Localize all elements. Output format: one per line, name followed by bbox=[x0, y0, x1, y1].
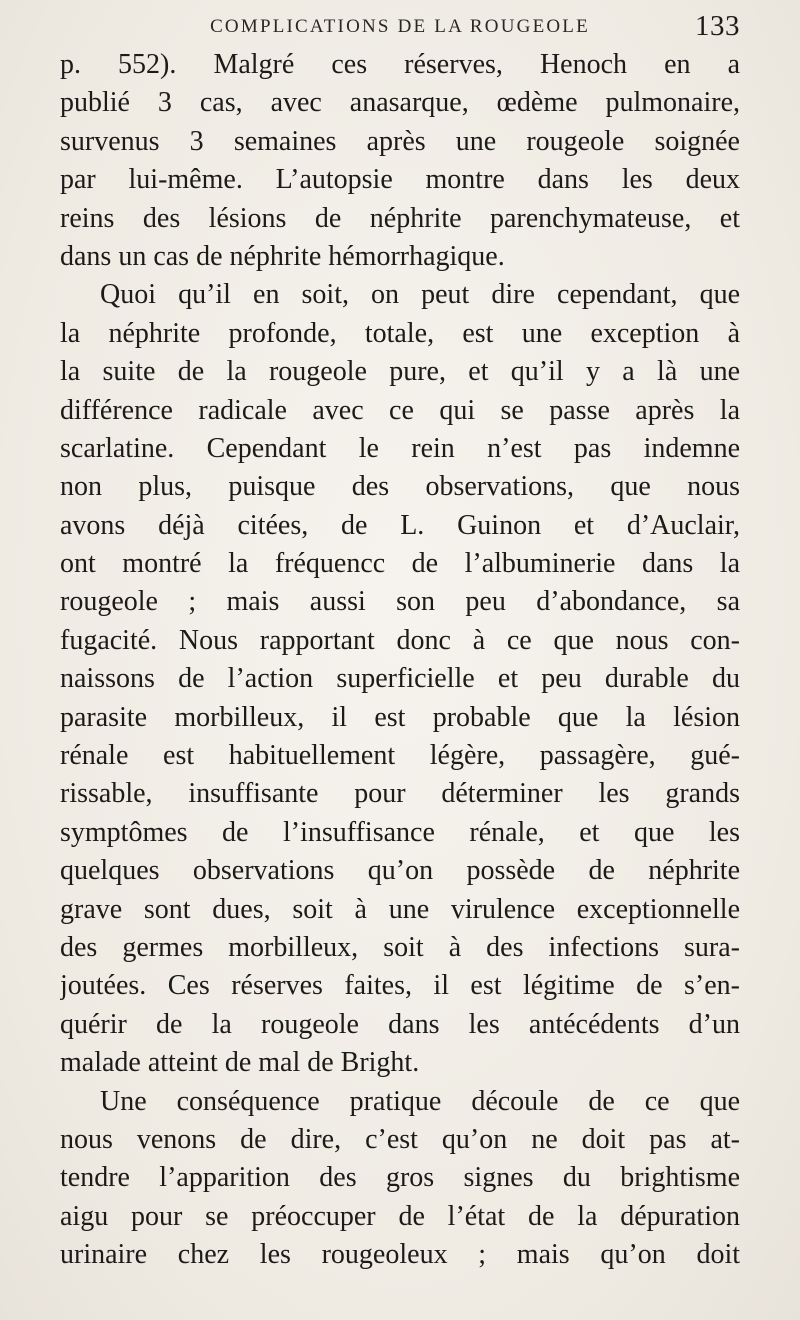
text-line: la suite de la rougeole pure, et qu’il y a là une bbox=[60, 356, 740, 388]
text-line: symptômes de l’insuffisance rénale, et que les bbox=[60, 816, 740, 848]
running-head bbox=[60, 10, 740, 50]
text-line: rougeole ; mais aussi son peu d’abondance, sa bbox=[60, 586, 740, 618]
text-line: avons déjà citées, de L. Guinon et d’Auclair, bbox=[60, 509, 740, 541]
text-line: par lui-même. L’autopsie montre dans les deux bbox=[60, 164, 740, 196]
text-line: nous venons de dire, c’est qu’on ne doit pas at- bbox=[60, 1123, 740, 1155]
text-line: des germes morbilleux, soit à des infections sura- bbox=[60, 931, 740, 963]
text-line: non plus, puisque des observations, que nous bbox=[60, 471, 740, 503]
text-line: Quoi qu’il en soit, on peut dire cependant, que bbox=[100, 279, 740, 311]
text-line: rissable, insuffisante pour déterminer les grands bbox=[60, 778, 740, 810]
text-line: grave sont dues, soit à une virulence exceptionnelle bbox=[60, 893, 740, 925]
text-line: la néphrite profonde, totale, est une exception à bbox=[60, 317, 740, 349]
text-line: quérir de la rougeole dans les antécédents d’un bbox=[60, 1008, 740, 1040]
text-line: tendre l’apparition des gros signes du brightisme bbox=[60, 1162, 740, 1194]
text-line: urinaire chez les rougeoleux ; mais qu’on doit bbox=[60, 1239, 740, 1271]
text-line: malade atteint de mal de Bright. bbox=[60, 1047, 420, 1079]
text-line: Une conséquence pratique découle de ce que bbox=[100, 1085, 740, 1117]
text-line: quelques observations qu’on possède de néphrite bbox=[60, 855, 740, 887]
text-line: différence radicale avec ce qui se passe après la bbox=[60, 394, 740, 426]
text-line: publié 3 cas, avec anasarque, œdème pulmonaire, bbox=[60, 87, 740, 119]
text-line: dans un cas de néphrite hémorrhagique. bbox=[60, 240, 505, 272]
text-line: p. 552). Malgré ces réserves, Henoch en a bbox=[60, 49, 740, 80]
body-text bbox=[60, 46, 740, 1275]
text-line: survenus 3 semaines après une rougeole soignée bbox=[60, 125, 740, 157]
text-line: scarlatine. Cependant le rein n’est pas indemne bbox=[60, 432, 740, 464]
page-number: 133 bbox=[695, 10, 740, 42]
text-line: naissons de l’action superficielle et peu durable du bbox=[60, 663, 740, 695]
running-head-title: COMPLICATIONS DE LA ROUGEOLE bbox=[210, 16, 590, 37]
text-line: reins des lésions de néphrite parenchymateuse, et bbox=[60, 202, 740, 234]
text-line: fugacité. Nous rapportant donc à ce que nous con- bbox=[60, 624, 740, 656]
text-line: ont montré la fréquencc de l’albuminerie dans la bbox=[60, 548, 740, 580]
text-line: rénale est habituellement légère, passagère, gué- bbox=[60, 740, 740, 772]
text-line: joutées. Ces réserves faites, il est légitime de s’en- bbox=[60, 970, 740, 1002]
text-line: parasite morbilleux, il est probable que la lésion bbox=[60, 701, 740, 733]
text-line: aigu pour se préoccuper de l’état de la dépuration bbox=[60, 1200, 740, 1232]
